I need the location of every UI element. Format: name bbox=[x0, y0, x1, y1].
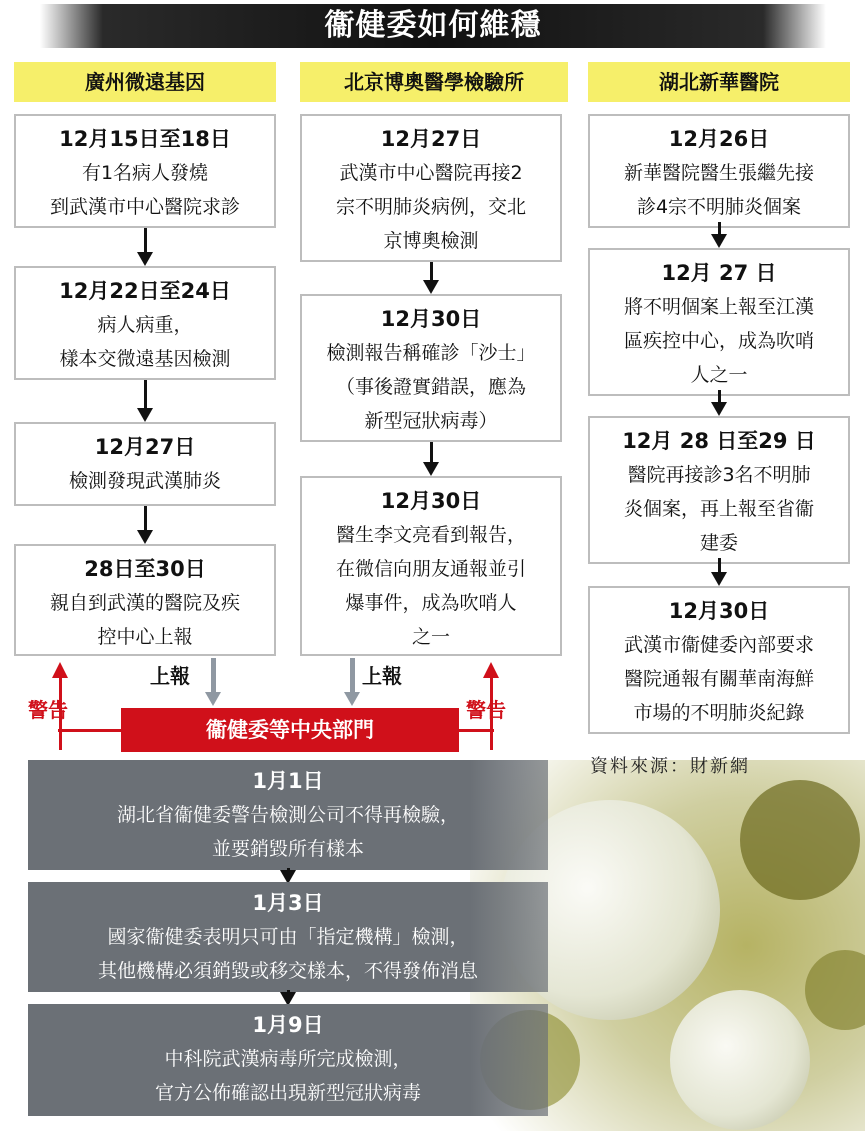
event-text: 樣本交微遠基因檢測 bbox=[59, 348, 231, 370]
aftermath-text: 湖北省衞健委警告檢測公司不得再檢驗， bbox=[116, 804, 459, 826]
event-date: 12月 28 日至29 日 bbox=[622, 429, 816, 453]
event-text: 爆事件，成為吹哨人 bbox=[345, 592, 517, 614]
column-header-guangzhou: 廣州微遠基因 bbox=[14, 62, 276, 102]
report-label: 上報 bbox=[150, 664, 190, 688]
source-credit: 資料來源：財新網 bbox=[590, 756, 750, 777]
aftermath-text: 國家衞健委表明只可由「指定機構」檢測， bbox=[107, 926, 469, 948]
event-date: 28日至30日 bbox=[84, 557, 206, 581]
event-box bbox=[14, 422, 276, 506]
event-text: 控中心上報 bbox=[97, 626, 193, 648]
event-date: 12月22日至24日 bbox=[59, 279, 231, 303]
event-box bbox=[14, 266, 276, 380]
event-text: 醫生李文亮看到報告， bbox=[335, 524, 526, 546]
event-date: 12月30日 bbox=[380, 489, 482, 513]
event-box bbox=[588, 248, 850, 396]
event-text: 將不明個案上報至江漢 bbox=[623, 296, 814, 318]
aftermath-box bbox=[28, 760, 548, 870]
event-date: 12月26日 bbox=[668, 127, 770, 151]
event-box bbox=[14, 114, 276, 228]
aftermath-box bbox=[28, 882, 548, 992]
event-text: 之一 bbox=[411, 626, 450, 648]
event-text: 炎個案，再上報至省衞 bbox=[623, 498, 814, 520]
event-box bbox=[300, 114, 562, 262]
aftermath-text: 官方公佈確認出現新型冠狀病毒 bbox=[154, 1082, 421, 1104]
event-text: 在微信向朋友通報並引 bbox=[335, 558, 526, 580]
event-text: 新華醫院醫生張繼先接 bbox=[623, 162, 814, 184]
event-text: （事後證實錯誤，應為 bbox=[335, 376, 526, 398]
event-text: 區疾控中心，成為吹哨 bbox=[623, 330, 814, 352]
event-date: 12月30日 bbox=[380, 307, 482, 331]
event-text: 人之一 bbox=[690, 364, 748, 386]
report-label: 上報 bbox=[362, 664, 402, 688]
event-text: 武漢市衞健委內部要求 bbox=[623, 634, 814, 656]
aftermath-date: 1月1日 bbox=[252, 769, 324, 793]
event-text: 檢測報告稱確診「沙士」 bbox=[326, 342, 536, 364]
event-text: 市場的不明肺炎紀錄 bbox=[633, 702, 805, 724]
event-box bbox=[14, 544, 276, 656]
event-text: 京博奧檢測 bbox=[383, 230, 479, 252]
aftermath-date: 1月3日 bbox=[252, 891, 324, 915]
event-box bbox=[588, 416, 850, 564]
event-date: 12月 27 日 bbox=[661, 261, 777, 285]
column-header-beijing: 北京博奧醫學檢驗所 bbox=[300, 62, 568, 102]
warning-label: 警告 bbox=[466, 698, 506, 722]
column-header-hubei: 湖北新華醫院 bbox=[588, 62, 850, 102]
event-box bbox=[300, 294, 562, 442]
event-date: 12月27日 bbox=[380, 127, 482, 151]
event-text: 診4宗不明肺炎個案 bbox=[636, 196, 802, 218]
aftermath-text: 中科院武漢病毒所完成檢測， bbox=[164, 1048, 412, 1070]
aftermath-date: 1月9日 bbox=[252, 1013, 324, 1037]
event-text: 有1名病人發燒 bbox=[81, 162, 209, 184]
aftermath-text: 並要銷毀所有樣本 bbox=[211, 838, 364, 860]
warning-label: 警告 bbox=[28, 698, 68, 722]
event-text: 檢測發現武漢肺炎 bbox=[68, 470, 221, 492]
event-box bbox=[588, 586, 850, 734]
event-text: 建委 bbox=[699, 532, 738, 554]
event-text: 病人病重， bbox=[97, 314, 193, 336]
event-text: 宗不明肺炎病例，交北 bbox=[335, 196, 526, 218]
aftermath-text: 其他機構必須銷毀或移交樣本，不得發佈消息 bbox=[97, 960, 478, 982]
event-text: 到武漢市中心醫院求診 bbox=[49, 196, 240, 218]
event-date: 12月27日 bbox=[94, 435, 196, 459]
event-box bbox=[300, 476, 562, 656]
event-text: 醫院再接診3名不明肺 bbox=[627, 464, 811, 486]
event-text: 親自到武漢的醫院及疾 bbox=[49, 592, 240, 614]
aftermath-box bbox=[28, 1004, 548, 1116]
warning-connector bbox=[58, 729, 122, 732]
warning-connector bbox=[458, 729, 494, 732]
event-text: 醫院通報有關華南海鮮 bbox=[623, 668, 814, 690]
event-date: 12月30日 bbox=[668, 599, 770, 623]
event-text: 新型冠狀病毒） bbox=[364, 410, 498, 432]
event-box bbox=[588, 114, 850, 228]
page-title: 衞健委如何維穩 bbox=[40, 4, 826, 48]
event-date: 12月15日至18日 bbox=[59, 127, 231, 151]
central-department-bar: 衞健委等中央部門 bbox=[121, 708, 459, 752]
event-text: 武漢市中心醫院再接2 bbox=[339, 162, 523, 184]
